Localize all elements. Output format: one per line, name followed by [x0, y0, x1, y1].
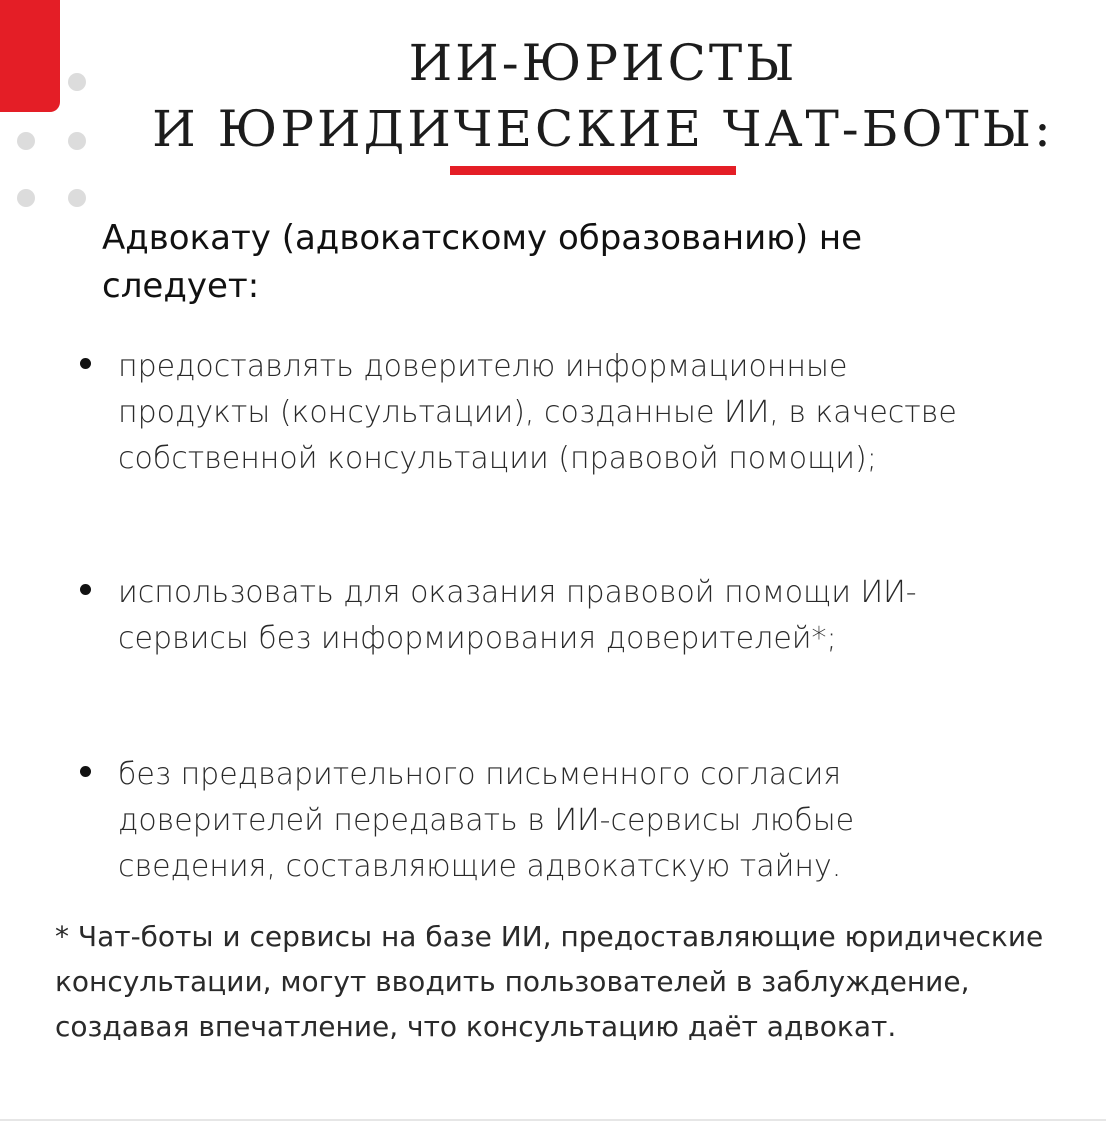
decorative-dot — [17, 132, 35, 150]
decorative-dot — [17, 189, 35, 207]
intro-heading: Адвокату (адвокатскому образованию) не следует: — [102, 218, 863, 306]
bullet-icon — [80, 358, 91, 369]
bullet-icon — [80, 766, 91, 777]
footnote: * Чат-боты и сервисы на базе ИИ, предоставляющие юридические консультации, могут вводить пользователей в заблуждение, создавая впечатление, что консультацию даёт адвокат. — [55, 920, 1044, 1043]
title-underline — [450, 166, 736, 175]
bullet-icon — [80, 584, 91, 595]
page-title-line-1: ИИ-ЮРИСТЫ — [408, 34, 798, 92]
page-title-line-2: И ЮРИДИЧЕСКИЕ ЧАТ-БОТЫ: — [152, 100, 1054, 158]
list-item-text: без предварительного письменного согласия доверителей передавать в ИИ-сервисы любые сведения, составляющие адвокатскую тайну. — [118, 757, 855, 884]
list-item-text: предоставлять доверителю информационные продукты (консультации), созданные ИИ, в качестве собственной консультации (правовой помощи); — [118, 349, 957, 476]
bottom-divider — [0, 1119, 1106, 1121]
list-item-text: использовать для оказания правовой помощи ИИ-сервисы без информирования доверителей*; — [118, 575, 917, 656]
decorative-dot — [68, 189, 86, 207]
